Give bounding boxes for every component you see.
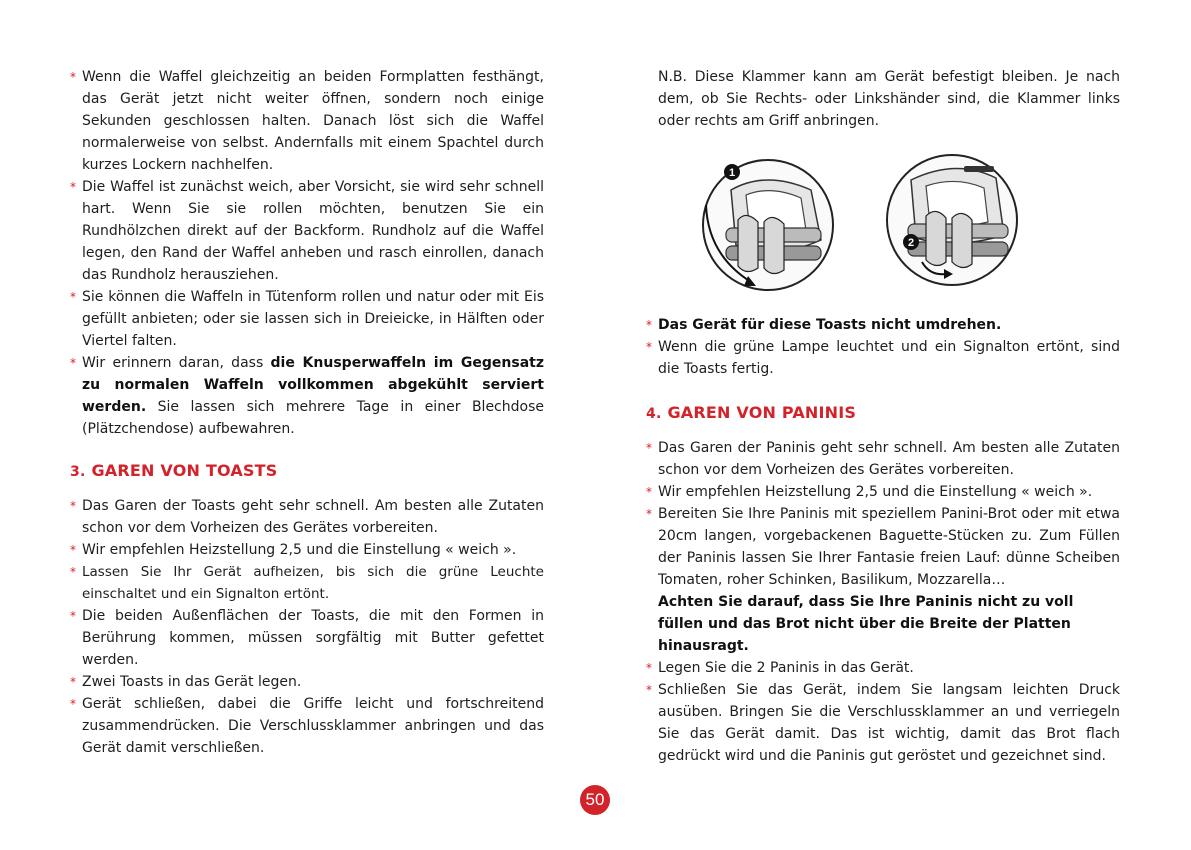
step-1-badge [724, 164, 740, 180]
bullet-waffle-serve: * Sie können die Waffeln in Tütenform rollen und natur oder mit Eis gefüllt anbieten; oder sie lassen sich in Dreieicke, in Hälften oder Viertel falten. [70, 286, 544, 352]
bullet-star-icon: * [646, 507, 652, 521]
clip-illustration [646, 150, 1120, 300]
emphasis-text: die Knusperwaffeln im Gegensatz zu normalen Waffeln vollkommen abgekühlt serviert werden. [82, 355, 544, 415]
section-3-heading: 3. GAREN VON TOASTS [70, 461, 278, 480]
warning-text: Achten Sie darauf, dass Sie Ihre Paninis nicht zu voll füllen und das Brot nicht über die Breite der Platten hinausragt. [658, 594, 1074, 654]
section-4-heading: 4. GAREN VON PANINIS [646, 403, 857, 422]
bullet-star-icon: * [70, 609, 76, 623]
bullet-star-icon: * [70, 70, 76, 84]
bullet-green-lamp: * Wenn die grüne Lampe leuchtet und ein Signalton ertönt, sind die Toasts fertig. [646, 336, 1120, 380]
page-number-badge: 50 [580, 785, 610, 815]
list-item: * Lassen Sie Ihr Gerät aufheizen, bis sich die grüne Leuchte einschaltet und ein Signalton ertönt. [70, 561, 544, 605]
list-item: * Die beiden Außenflächen der Toasts, die mit den Formen in Berührung kommen, müssen sorgfältig mit Butter gefettet werden. [70, 605, 544, 671]
bullet-star-icon: * [646, 485, 652, 499]
list-item: * Das Garen der Toasts geht sehr schnell. Am besten alle Zutaten schon vor dem Vorheizen des Gerätes vorbereiten. [70, 495, 544, 539]
clip-step-2-image [887, 155, 1017, 285]
list-item: * Legen Sie die 2 Paninis in das Gerät. [646, 657, 1120, 679]
list-item: * Wir empfehlen Heizstellung 2,5 und die Einstellung « weich ». [646, 481, 1120, 503]
list-item: * Wir empfehlen Heizstellung 2,5 und die Einstellung « weich ». [70, 539, 544, 561]
list-item: * Gerät schließen, dabei die Griffe leicht und fortschreitend zusammendrücken. Die Verschlussklammer anbringen und das Gerät damit verschließen. [70, 693, 544, 759]
clip-illustration-svg [646, 150, 1120, 300]
clip-step-1-image [703, 160, 833, 290]
note-text: N.B. Diese Klammer kann am Gerät befestigt bleiben. Je nach dem, ob Sie Rechts- oder Linkshänder sind, die Klammer links oder rechts am Griff anbringen. [658, 69, 1120, 129]
bullet-star-icon: * [70, 356, 76, 370]
bullet-star-icon: * [646, 683, 652, 697]
bullet-waffle-cool: * Wir erinnern daran, dass die Knusperwaffeln im Gegensatz zu normalen Waffeln vollkommen abgekühlt serviert werden. Sie lassen sich mehrere Tage in einer Blechdose (Plätzchendose) aufbewahren. [70, 352, 544, 440]
bullet-star-icon: * [646, 661, 652, 675]
left-column [70, 66, 544, 759]
bullet-waffle-roll: * Die Waffel ist zunächst weich, aber Vorsicht, sie wird sehr schnell hart. Wenn Sie sie rollen möchten, benutzen Sie ein Rundhölzchen direkt auf der Backform. Rundholz auf die Waffel legen, den Rand der Waffel anheben und rasch einrollen, danach das Rundholz herausziehen. [70, 176, 544, 286]
bullet-star-icon: * [70, 697, 76, 711]
list-item: * Das Garen der Paninis geht sehr schnell. Am besten alle Zutaten schon vor dem Vorheizen des Gerätes vorbereiten. [646, 437, 1120, 481]
bullet-star-icon: * [646, 318, 652, 332]
bullet-star-icon: * [70, 290, 76, 304]
bullet-star-icon: * [70, 180, 76, 194]
svg-text:2: 2 [907, 237, 915, 249]
bullet-star-icon: * [646, 340, 652, 354]
bullet-no-flip: * Das Gerät für diese Toasts nicht umdrehen. [646, 314, 1120, 336]
bullet-star-icon: * [70, 543, 76, 557]
bullet-star-icon: * [70, 499, 76, 513]
right-column [646, 66, 1120, 767]
bullet-star-icon: * [70, 565, 76, 579]
step-2-badge [903, 234, 919, 250]
list-item: * Bereiten Sie Ihre Paninis mit speziellem Panini-Brot oder mit etwa 20cm langen, vorgebackenen Baguette-Stücken zu. Zum Füllen der Paninis lassen Sie Ihrer Fantasie freien Lauf: dünne Scheiben Tomaten, roher Schinken, Basilikum, Mozzarella… [646, 503, 1120, 591]
svg-text:1: 1 [728, 167, 736, 179]
list-item: * Schließen Sie das Gerät, indem Sie langsam leichten Druck ausüben. Bringen Sie die Verschlussklammer an und verriegeln Sie das Gerät damit. Das ist wichtig, damit das Brot flach gedrückt wird und die Paninis gut geröstet und gezeichnet sind. [646, 679, 1120, 767]
bullet-star-icon: * [70, 675, 76, 689]
list-item: * Zwei Toasts in das Gerät legen. [70, 671, 544, 693]
bullet-star-icon: * [646, 441, 652, 455]
bullet-waffle-stuck: * Wenn die Waffel gleichzeitig an beiden Formplatten festhängt, das Gerät jetzt nicht weiter öffnen, sondern noch einige Sekunden geschlossen halten. Danach löst sich die Waffel normalerweise von selbst. Andernfalls mit einem Spachtel durch kurzes Lockern nachhelfen. [70, 66, 544, 176]
